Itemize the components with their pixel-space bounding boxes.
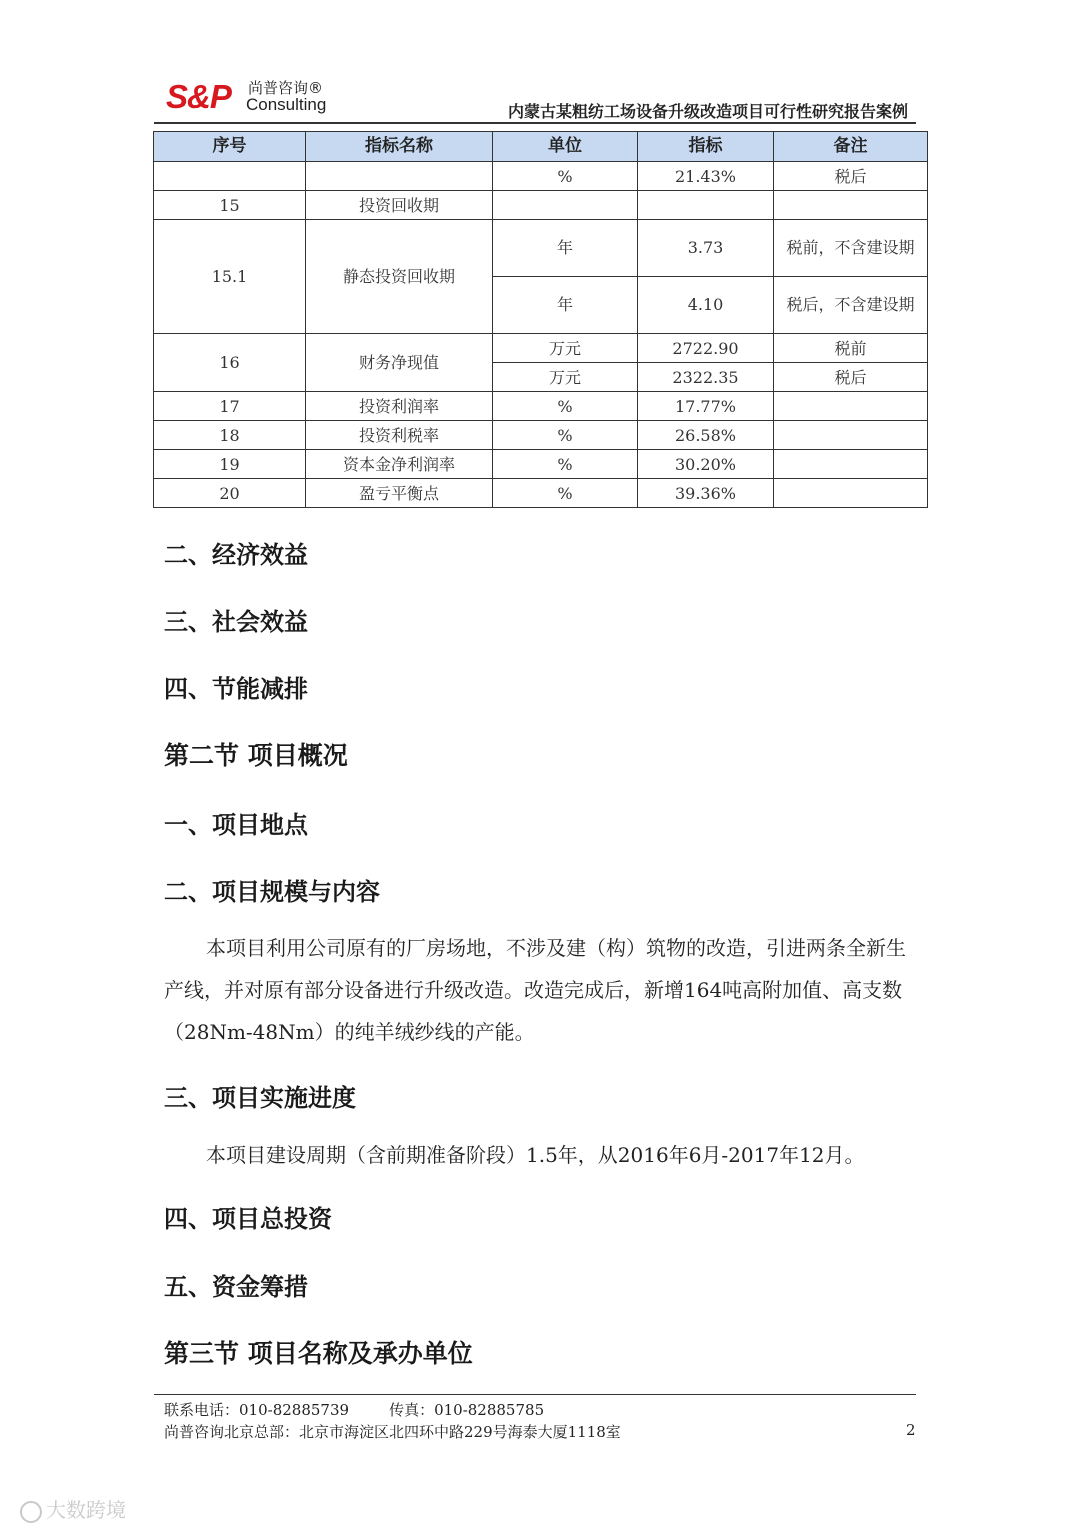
cell-value: 2722.90 (638, 334, 774, 363)
cell-note: 税后 (774, 363, 928, 392)
company-logo (166, 78, 346, 118)
cell-note: 税后 (774, 162, 928, 191)
cell-name: 财务净现值 (306, 334, 493, 392)
cell-unit: 年 (493, 220, 638, 277)
logo-chinese-name: 尚普咨询® (248, 79, 324, 97)
table-row (154, 392, 928, 421)
paragraph-project-scale (164, 927, 918, 1053)
table-row (154, 479, 928, 508)
heading-project-scale: 二、项目规模与内容 (164, 878, 380, 906)
header-divider (154, 122, 916, 124)
cell-value: 17.77% (638, 392, 774, 421)
cell-unit: % (493, 392, 638, 421)
cell-note (774, 191, 928, 220)
table-row (154, 421, 928, 450)
cell-note (774, 392, 928, 421)
page-number: 2 (906, 1421, 916, 1439)
cell-name: 投资回收期 (306, 191, 493, 220)
watermark-text: 大数跨境 (46, 1498, 126, 1522)
cell-value: 21.43% (638, 162, 774, 191)
watermark-logo-icon (20, 1501, 42, 1523)
heading-economic-benefit: 二、经济效益 (164, 541, 308, 569)
cell-note (774, 479, 928, 508)
cell-name: 盈亏平衡点 (306, 479, 493, 508)
cell-no: 18 (154, 421, 306, 450)
logo-english-name: Consulting (246, 95, 327, 114)
cell-value: 26.58% (638, 421, 774, 450)
cell-note: 税前，不含建设期 (774, 220, 928, 277)
cell-no: 17 (154, 392, 306, 421)
table-row (154, 191, 928, 220)
report-title: 内蒙古某粗纺工场设备升级改造项目可行性研究报告案例 (507, 102, 908, 121)
footer-divider (154, 1394, 916, 1395)
cell-unit: % (493, 162, 638, 191)
cell-note (774, 421, 928, 450)
table-row (154, 162, 928, 191)
table-row (154, 220, 928, 277)
cell-value: 4.10 (638, 277, 774, 334)
table-row (154, 334, 928, 363)
cell-value (638, 191, 774, 220)
heading-project-schedule: 三、项目实施进度 (164, 1084, 356, 1112)
paragraph-text: 本项目利用公司原有的厂房场地，不涉及建（构）筑物的改造，引进两条全新生产线，并对原有部分设备进行升级改造。改造完成后，新增164吨高附加值、高支数（28Nm-48Nm）的纯羊绒纱线的产能。 (164, 936, 906, 1044)
cell-unit: 万元 (493, 363, 638, 392)
cell-unit (493, 191, 638, 220)
table-row (154, 450, 928, 479)
column-header: 单位 (493, 132, 638, 162)
column-header: 序号 (154, 132, 306, 162)
paragraph-text: 本项目建设周期（含前期准备阶段）1.5年，从2016年6月-2017年12月。 (206, 1143, 865, 1167)
footer-phone: 联系电话：010-82885739 (164, 1401, 350, 1419)
cell-note: 税前 (774, 334, 928, 363)
cell-unit: % (493, 421, 638, 450)
cell-name: 投资利税率 (306, 421, 493, 450)
cell-value: 3.73 (638, 220, 774, 277)
column-header: 指标 (638, 132, 774, 162)
cell-value: 39.36% (638, 479, 774, 508)
cell-note: 税后，不含建设期 (774, 277, 928, 334)
cell-unit: % (493, 479, 638, 508)
column-header: 指标名称 (306, 132, 493, 162)
cell-no: 15 (154, 191, 306, 220)
footer-contact (164, 1399, 544, 1420)
cell-note (774, 450, 928, 479)
cell-no: 15.1 (154, 220, 306, 334)
heading-energy-saving: 四、节能减排 (164, 675, 308, 703)
cell-name (306, 162, 493, 191)
indicator-table (153, 131, 928, 508)
heading-section-2: 第二节 项目概况 (164, 741, 348, 770)
heading-project-location: 一、项目地点 (164, 811, 308, 839)
heading-section-3: 第三节 项目名称及承办单位 (164, 1339, 473, 1368)
watermark (20, 1494, 126, 1523)
table-header-row (154, 132, 928, 162)
cell-name: 资本金净利润率 (306, 450, 493, 479)
footer-address: 尚普咨询北京总部：北京市海淀区北四环中路229号海泰大厦1118室 (164, 1423, 621, 1441)
cell-unit: 万元 (493, 334, 638, 363)
cell-no: 16 (154, 334, 306, 392)
cell-no: 20 (154, 479, 306, 508)
logo-sp-mark: S&P (166, 78, 231, 115)
heading-social-benefit: 三、社会效益 (164, 608, 308, 636)
cell-value: 2322.35 (638, 363, 774, 392)
cell-name: 静态投资回收期 (306, 220, 493, 334)
cell-unit: % (493, 450, 638, 479)
cell-value: 30.20% (638, 450, 774, 479)
cell-unit: 年 (493, 277, 638, 334)
paragraph-project-schedule (164, 1134, 918, 1176)
cell-no: 19 (154, 450, 306, 479)
cell-name: 投资利润率 (306, 392, 493, 421)
footer-fax: 传真：010-82885785 (389, 1401, 545, 1419)
heading-funding: 五、资金筹措 (164, 1273, 308, 1301)
cell-no (154, 162, 306, 191)
column-header: 备注 (774, 132, 928, 162)
heading-total-investment: 四、项目总投资 (164, 1205, 332, 1233)
